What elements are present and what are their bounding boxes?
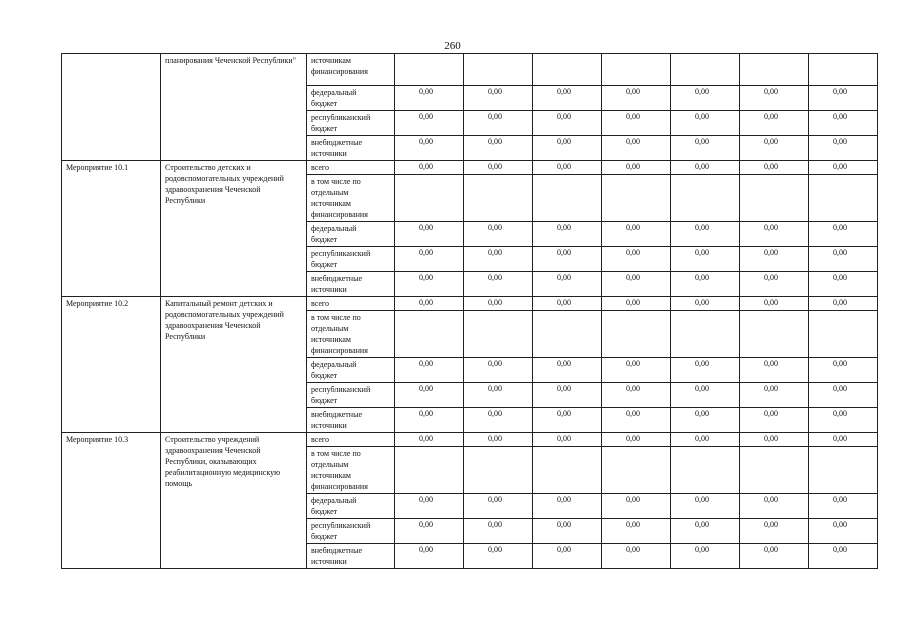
value-cell [464,447,533,494]
value-cell: 0,00 [671,494,740,519]
measure-description-cell [161,161,307,297]
value-cell: 0,00 [809,433,878,447]
value-cell: 0,00 [464,494,533,519]
value-cell: 0,00 [602,272,671,297]
value-cell: 0,00 [602,136,671,161]
value-cell: 0,00 [740,111,809,136]
value-cell [602,311,671,358]
value-cell: 0,00 [533,358,602,383]
measure-name: Мероприятие 10.2 [66,299,129,308]
value-cell: 0,00 [809,358,878,383]
value-cell: 0,00 [740,494,809,519]
value-cell: 0,00 [464,383,533,408]
funding-source: республиканский бюджет [307,111,395,136]
value-cell: 0,00 [602,161,671,175]
funding-source: всего [307,297,395,311]
value-cell: 0,00 [533,544,602,569]
value-cell: 0,00 [740,297,809,311]
value-cell: 0,00 [809,136,878,161]
value-cell: 0,00 [809,222,878,247]
value-cell [671,175,740,222]
value-cell: 0,00 [395,136,464,161]
value-cell: 0,00 [395,383,464,408]
funding-source: республиканский бюджет [307,247,395,272]
value-cell: 0,00 [809,161,878,175]
value-cell: 0,00 [464,247,533,272]
value-cell: 0,00 [395,86,464,111]
value-cell: 0,00 [533,86,602,111]
funding-source: всего [307,433,395,447]
funding-source: федеральный бюджет [307,358,395,383]
value-cell [395,175,464,222]
value-cell: 0,00 [740,222,809,247]
value-cell [809,311,878,358]
value-cell: 0,00 [809,383,878,408]
value-cell [671,447,740,494]
funding-source: внебюджетные источники [307,544,395,569]
measure-name-cell [62,433,161,569]
value-cell: 0,00 [395,494,464,519]
value-cell: 0,00 [464,161,533,175]
value-cell: 0,00 [395,519,464,544]
value-cell: 0,00 [671,408,740,433]
value-cell: 0,00 [533,433,602,447]
value-cell: 0,00 [533,272,602,297]
value-cell: 0,00 [602,297,671,311]
value-cell: 0,00 [740,519,809,544]
value-cell [740,447,809,494]
value-cell: 0,00 [740,247,809,272]
value-cell: 0,00 [671,247,740,272]
value-cell: 0,00 [602,247,671,272]
value-cell: 0,00 [740,433,809,447]
value-cell [602,447,671,494]
value-cell [464,311,533,358]
value-cell [740,175,809,222]
value-cell: 0,00 [671,86,740,111]
funding-source: федеральный бюджет [307,494,395,519]
value-cell: 0,00 [533,247,602,272]
value-cell: 0,00 [464,408,533,433]
value-cell [533,311,602,358]
value-cell: 0,00 [809,297,878,311]
value-cell: 0,00 [809,544,878,569]
value-cell [809,175,878,222]
value-cell: 0,00 [602,494,671,519]
value-cell: 0,00 [533,136,602,161]
value-cell: 0,00 [602,408,671,433]
value-cell: 0,00 [464,433,533,447]
value-cell: 0,00 [395,272,464,297]
value-cell [671,311,740,358]
value-cell: 0,00 [740,272,809,297]
value-cell: 0,00 [395,161,464,175]
value-cell: 0,00 [740,86,809,111]
funding-source: в том числе по отдельным источникам финансирования [307,447,395,494]
funding-source: в том числе по отдельным источникам финансирования [307,311,395,358]
value-cell: 0,00 [602,433,671,447]
table-body [62,54,878,569]
value-cell [533,447,602,494]
value-cell [740,54,809,86]
funding-source: внебюджетные источники [307,272,395,297]
value-cell [533,54,602,86]
value-cell: 0,00 [671,136,740,161]
value-cell [464,54,533,86]
value-cell: 0,00 [395,544,464,569]
funding-source: источникам финансирования [307,54,395,86]
value-cell: 0,00 [464,519,533,544]
value-cell: 0,00 [809,519,878,544]
value-cell: 0,00 [602,111,671,136]
value-cell: 0,00 [464,86,533,111]
value-cell [809,447,878,494]
value-cell: 0,00 [464,111,533,136]
value-cell: 0,00 [602,222,671,247]
value-cell [740,311,809,358]
value-cell: 0,00 [533,222,602,247]
value-cell: 0,00 [395,222,464,247]
value-cell: 0,00 [533,408,602,433]
funding-source: федеральный бюджет [307,86,395,111]
value-cell: 0,00 [395,111,464,136]
value-cell: 0,00 [809,272,878,297]
value-cell: 0,00 [533,383,602,408]
value-cell: 0,00 [395,297,464,311]
value-cell: 0,00 [671,297,740,311]
funding-source: федеральный бюджет [307,222,395,247]
value-cell: 0,00 [533,494,602,519]
value-cell: 0,00 [533,519,602,544]
value-cell: 0,00 [671,272,740,297]
value-cell [395,447,464,494]
value-cell: 0,00 [671,161,740,175]
value-cell: 0,00 [671,358,740,383]
value-cell: 0,00 [602,519,671,544]
measure-description: Строительство детских и родовспомогательных учреждений здравоохранения Чеченской Республики [165,163,284,205]
measure-description-cell [161,433,307,569]
value-cell: 0,00 [602,86,671,111]
value-cell: 0,00 [602,544,671,569]
page-number: 260 [444,40,461,52]
value-cell: 0,00 [464,297,533,311]
value-cell: 0,00 [809,86,878,111]
measure-description: Капитальный ремонт детских и родовспомогательных учреждений здравоохранения Чеченской Республики [165,299,284,341]
value-cell: 0,00 [671,544,740,569]
value-cell: 0,00 [740,358,809,383]
measure-name-cell [62,161,161,297]
value-cell: 0,00 [464,136,533,161]
value-cell: 0,00 [464,544,533,569]
value-cell: 0,00 [671,111,740,136]
value-cell [533,175,602,222]
value-cell: 0,00 [671,222,740,247]
value-cell [671,54,740,86]
value-cell: 0,00 [809,494,878,519]
value-cell: 0,00 [464,358,533,383]
value-cell [395,311,464,358]
value-cell: 0,00 [464,222,533,247]
value-cell: 0,00 [809,408,878,433]
funding-source: в том числе по отдельным источникам финансирования [307,175,395,222]
value-cell: 0,00 [740,161,809,175]
value-cell: 0,00 [740,408,809,433]
value-cell: 0,00 [395,358,464,383]
measure-name-cell [62,54,161,161]
value-cell: 0,00 [740,544,809,569]
funding-source: внебюджетные источники [307,136,395,161]
value-cell: 0,00 [602,383,671,408]
measure-description-cell [161,297,307,433]
funding-table [61,53,878,569]
value-cell: 0,00 [395,247,464,272]
measure-description: Строительство учреждений здравоохранения Чеченской Республики, оказывающих реабилитационную медицинскую помощь [165,435,281,488]
measure-description-cell [161,54,307,161]
measure-name: Мероприятие 10.1 [66,163,129,172]
measure-name: Мероприятие 10.3 [66,435,129,444]
value-cell: 0,00 [395,408,464,433]
value-cell: 0,00 [671,383,740,408]
value-cell: 0,00 [533,111,602,136]
value-cell: 0,00 [533,297,602,311]
value-cell: 0,00 [671,433,740,447]
value-cell: 0,00 [671,519,740,544]
value-cell: 0,00 [740,383,809,408]
table-row [62,297,878,311]
funding-source: республиканский бюджет [307,383,395,408]
funding-source: всего [307,161,395,175]
table-row [62,54,878,86]
value-cell [602,54,671,86]
value-cell [602,175,671,222]
value-cell: 0,00 [395,433,464,447]
table-row [62,433,878,447]
table-row [62,161,878,175]
value-cell: 0,00 [809,111,878,136]
value-cell: 0,00 [740,136,809,161]
value-cell: 0,00 [464,272,533,297]
measure-name-cell [62,297,161,433]
funding-source: республиканский бюджет [307,519,395,544]
value-cell: 0,00 [809,247,878,272]
value-cell [809,54,878,86]
funding-source: внебюджетные источники [307,408,395,433]
value-cell [395,54,464,86]
value-cell [464,175,533,222]
measure-description: планирования Чеченской Республики" [165,56,296,65]
value-cell: 0,00 [533,161,602,175]
value-cell: 0,00 [602,358,671,383]
